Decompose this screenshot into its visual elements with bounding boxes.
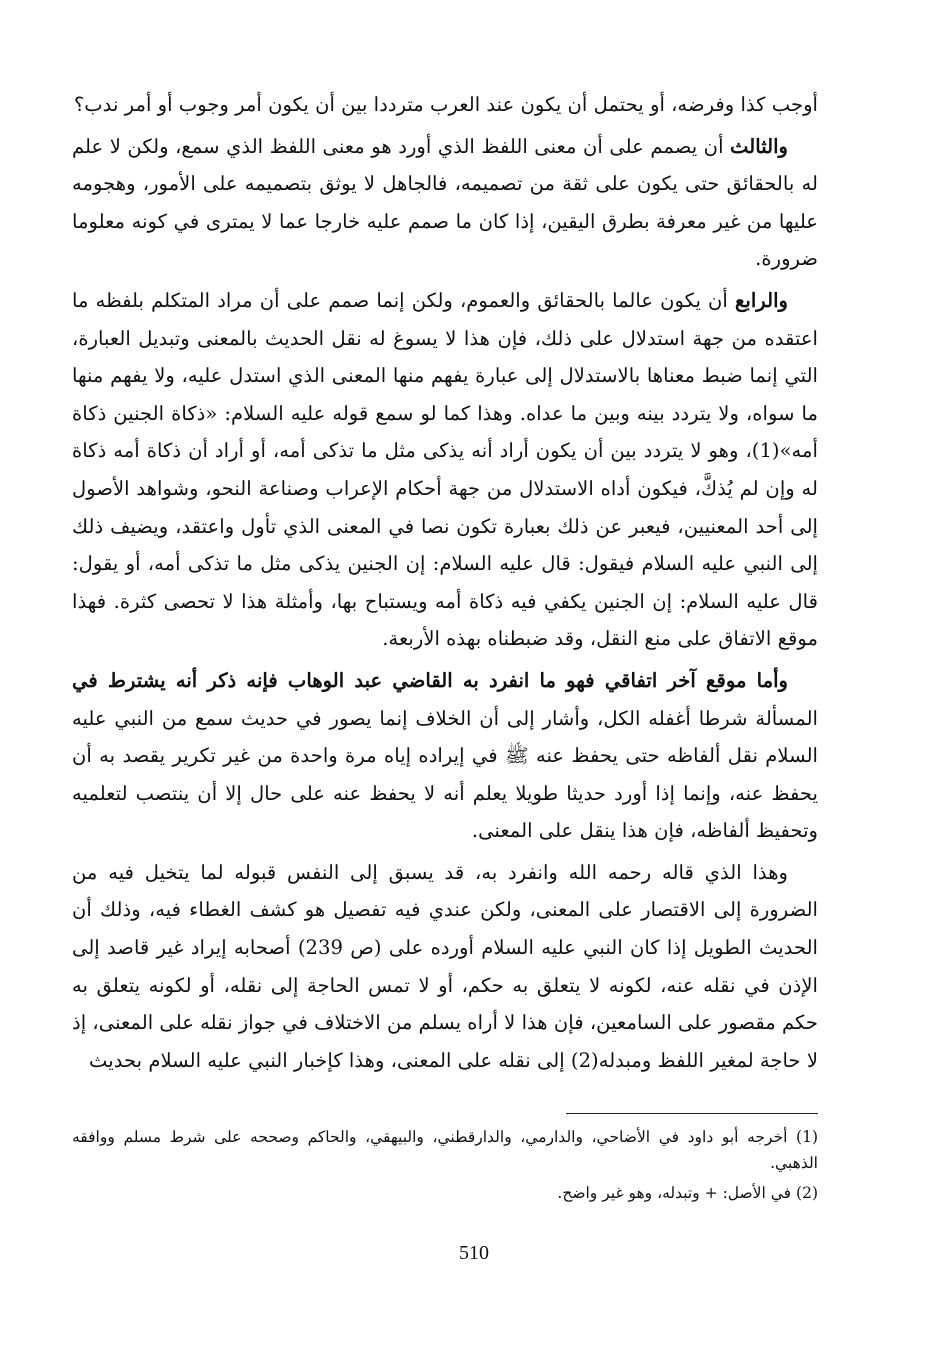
paragraph-lead: والثالث	[730, 134, 788, 158]
footnote-2: (2) في الأصل: + وتبدله، وهو غير واضح.	[557, 1184, 818, 1202]
footnote-1: (1) أخرجه أبو داود في الأضاحي، والدارمي، والدارقطني، والبيهقي، والحاكم وصححه على شرط مسلم ووافقه الذهبي.	[72, 1128, 818, 1172]
paragraph-2	[72, 128, 818, 278]
footnotes	[72, 1124, 818, 1210]
main-text	[72, 86, 818, 1083]
paragraph-lead: وأما موقع آخر اتفاقي فهو ما انفرد به القاضي عبد الوهاب فإنه ذكر أنه يشترط في	[72, 668, 788, 692]
paragraph-text: المسألة شرطا أغفله الكل، وأشار إلى أن الخلاف إنما يصور في حديث سمع من النبي عليه السلام نقل ألفاظه حتى يحفظ عنه ﷺ في إيراده إياه مرة واحدة من غير تكرير يقصد به أن يحفظ عنه، وإنما إذا أورد حديثا طويلا يعلم أنه لا يحفظ عنه على حال إلا أن ينتصب لتعلميه وتحفيظ ألفاظه، فإن هذا ينقل على المعنى.	[72, 706, 818, 843]
paragraph-text: أوجب كذا وفرضه، أو يحتمل أن يكون عند العرب مترددا بين أن يكون أمر وجوب أو أمر ندب؟	[73, 93, 818, 116]
paragraph-3	[72, 282, 818, 658]
paragraph-4	[72, 662, 818, 850]
paragraph-lead: والرابع	[734, 288, 788, 312]
paragraph-text: أن يصمم على أن معنى اللفظ الذي أورد هو معنى اللفظ الذي سمع، ولكن لا علم له بالحقائق حتى يكون على ثقة من تصميمه، فالجاهل لا يوثق بتصميمه على الأمور، وهجومه عليها من غير معرفة بطرق اليقين، إذا كان ما صمم عليه خارجا عما لا يمترى في كونه معلوما ضرورة.	[72, 134, 818, 271]
page-number: 510	[459, 1242, 489, 1264]
footnote-divider	[566, 1113, 818, 1114]
paragraph-1	[72, 86, 818, 124]
paragraph-5	[72, 854, 818, 1080]
paragraph-text: وهذا الذي قاله رحمه الله وانفرد به، قد يسبق إلى النفس قبوله لما يتخيل فيه من الضرورة إلى الاقتصار على المعنى، ولكن عندي فيه تفصيل هو كشف الغطاء فيه، وذلك أن الحديث الطويل إذا كان النبي عليه السلام أورده على (ص 239) أصحابه إيراد غير قاصد إلى الإذن في نقله عنه، لكونه لا يتعلق به حكم، أو لا تمس الحاجة إلى نقله، أو لكونه يتعلق به حكم مقصور على السامعين، فإن هذا لا أراه يسلم من الاختلاف في جواز نقله على المعنى، إذ لا حاجة لمغير اللفظ ومبدله(2) إلى نقله على المعنى، وهذا كإخبار النبي عليه السلام بحديث	[72, 860, 819, 1072]
paragraph-text: أن يكون عالما بالحقائق والعموم، ولكن إنما صمم على أن مراد المتكلم بلفظه ما اعتقده من جهة استدلال على ذلك، فإن هذا لا يسوغ له نقل الحديث بالمعنى وتبديل العبارة، التي إنما ضبط معناها بالاستدلال إلى عبارة يفهم منها المعنى الذي استدل عليه، ولا يفهم منها ما سواه، ولا يتردد بينه وبين ما عداه. وهذا كما لو سمع قوله عليه السلام: «ذكاة الجنين ذكاة أمه»(1)، وهو لا يتردد بين أن يكون أراد أنه يذكى مثل ما تذكى أمه، أو أراد أن ذكاة أمه ذكاة له وإن لم يُذكَّ، فيكون أداه الاستدلال من جهة أحكام الإعراب وصناعة النحو، وشواهد الأصول إلى أحد المعنيين، فيعبر عن ذلك بعبارة تكون نصا في المعنى الذي تأول واعتقد، ويضيف ذلك إلى النبي عليه السلام فيقول: قال عليه السلام: إن الجنين يذكى مثل ما تذكى أمه، أو يقول: قال عليه السلام: إن الجنين يكفي فيه ذكاة أمه ويستباح بها، وأمثلة هذا لا تحصى كثرة. فهذا موقع الاتفاق على منع النقل، وقد ضبطناه بهذه الأربعة.	[72, 288, 818, 651]
